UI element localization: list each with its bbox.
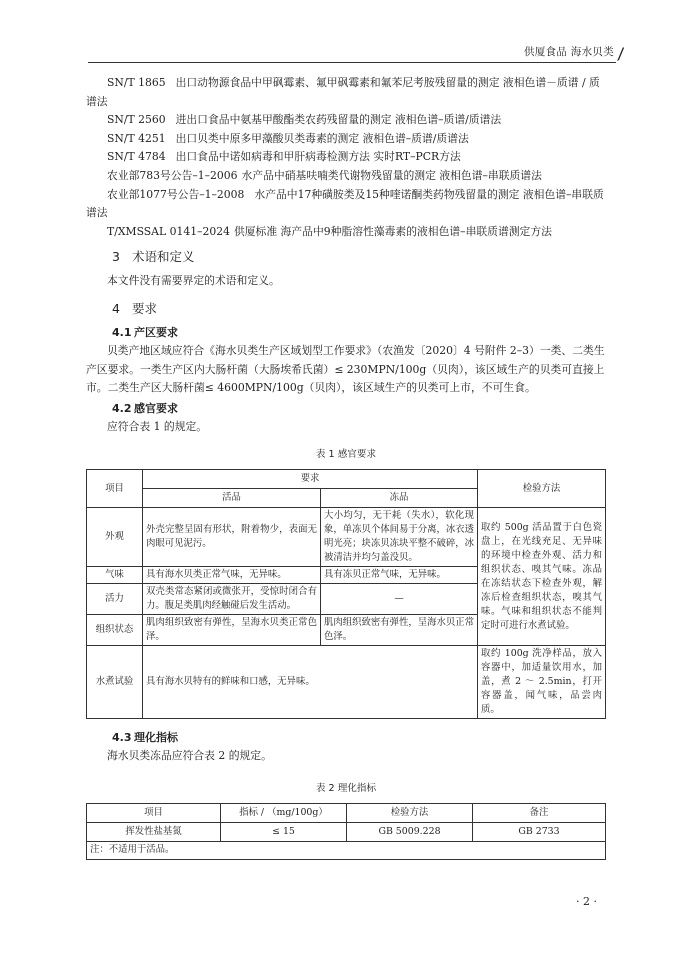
section-4-3-heading: 4.3 理化指标 — [112, 731, 178, 745]
section-4-3-body: 海水贝类冻品应符合表 2 的规定。 — [107, 749, 272, 763]
section-4-2-heading: 4.2 感官要求 — [112, 401, 178, 415]
section-4-2-body: 应符合表 1 的规定。 — [107, 419, 208, 433]
table-row: 组织状态 肌肉组织致密有弹性，呈海水贝类正常色泽。 肌肉组织致密有弹性，呈海水贝正常色泽。 — [87, 615, 606, 646]
table-row: 水煮试验 具有海水贝特有的鲜味和口感，无异味。 取约 100g 洗净样品，放入容器中，加适量饮用水，加盖，煮 2 ～ 2.5min，打开容器盖，闻气味，品尝肉质。 — [87, 646, 606, 719]
section-4-1-heading: 4.1 产区要求 — [112, 325, 178, 339]
running-header: 供厦食品 海水贝类 — [523, 46, 614, 58]
table-row: 挥发性盐基氮 ≤ 15 GB 5009.228 GB 2733 — [87, 822, 606, 841]
section-3-heading: 3 术语和定义 — [112, 249, 195, 265]
reference-item: SN/T 1865 出口动物源食品中甲砜霉素、氟甲砜霉素和氟苯尼考胺残留量的测定 液相色谱－质谱 / 质谱法 — [86, 76, 600, 108]
reference-item: 农业部783号公告–1–2006 水产品中硝基呋喃类代谢物残留量的测定 液相色谱–串联质谱法 — [107, 168, 542, 182]
reference-item: SN/T 4784 出口食品中诺如病毒和甲肝病毒检测方法 实时RT–PCR方法 — [107, 150, 461, 164]
header-item: 项目 — [87, 470, 143, 508]
reference-item: SN/T 4251 出口贝类中原多甲藻酸贝类毒素的测定 液相色谱–质谱/质谱法 — [107, 131, 469, 145]
section-3-body: 本文件没有需要界定的术语和定义。 — [107, 274, 280, 288]
sensory-requirements-table — [86, 469, 606, 719]
reference-item: SN/T 2560 进出口食品中氨基甲酸酯类农药残留量的测定 液相色谱–质谱/质谱法 — [107, 113, 502, 127]
reference-item: 农业部1077号公告–1–2008 水产品中17种磺胺类及15种喹诺酮类药物残留量的测定 液相色谱–串联质谱法 — [86, 187, 604, 220]
pen-nib-icon — [615, 46, 625, 62]
page-number: · 2 · — [576, 895, 597, 908]
section-4-heading: 4 要求 — [112, 300, 158, 316]
table-row: 外观 外壳完整呈固有形状，附着物少，表面无肉眼可见泥污。 大小均匀，无干耗（失水），软化现象，单冻贝个体间易于分离，冰衣透明光亮；块冻贝冻块平整不破碎，冰被清洁并均匀盖没贝。 取约 500g 活品置于白色瓷盘上，在光线充足、无异味的环境中检查外观、活力和组织状态、嗅其气味。冻品在冻结状态下检查外观，解冻后检查组织状态，嗅其气味。气味和组织状态不能判定时可进行水煮试验。 — [87, 508, 606, 567]
physicochemical-table: 项目 指标 / （mg/100g） 检验方法 备注 挥发性盐基氮 ≤ 15 GB 5009.228 GB 2733 注：不适用于活品。 — [86, 803, 606, 860]
table-note-row: 注：不适用于活品。 — [87, 841, 606, 859]
references-list — [86, 74, 606, 241]
table-1-caption: 表 1 感官要求 — [315, 449, 377, 461]
header-live: 活品 — [143, 489, 321, 508]
page-content — [86, 74, 606, 860]
method-cell: 取约 500g 活品置于白色瓷盘上，在光线充足、无异味的环境中检查外观、活力和组织状态、嗅其气味。冻品在冻结状态下检查外观，解冻后检查组织状态，嗅其气味。气味和组织状态不能判定时可进行水煮试验。 — [478, 508, 606, 646]
reference-item: T/XMSSAL 0141–2024 供厦标准 海产品中9种脂溶性藻毒素的液相色谱–串联质谱测定方法 — [107, 224, 552, 238]
header-rule — [88, 62, 616, 63]
table-row: 气味 具有海水贝类正常气味，无异味。 具有冻贝正常气味，无异味。 — [87, 567, 606, 584]
header-requirement: 要求 — [143, 470, 478, 489]
table-2-caption: 表 2 理化指标 — [315, 782, 377, 794]
table-row: 活力 双壳类常态紧闭或微张开，受惊时闭合有力。腹足类肌肉经触碰后发生活动。 — — [87, 584, 606, 615]
header-method: 检验方法 — [478, 470, 606, 508]
section-4-1-body: 贝类产地区域应符合《海水贝类生产区域划型工作要求》（农渔发〔2020〕4 号附件 2–3）一类、二类生产区要求。一类生产区内大肠杆菌（大肠埃希氏菌）≤ 230MPN/100g（贝肉），该区域生产的贝类可直接上市。二类生产区大肠杆菌≤ 4600MPN/100g（贝肉），该区域生产的贝类可上市，不可生食。 — [86, 343, 605, 395]
header-frozen: 冻品 — [321, 489, 478, 508]
